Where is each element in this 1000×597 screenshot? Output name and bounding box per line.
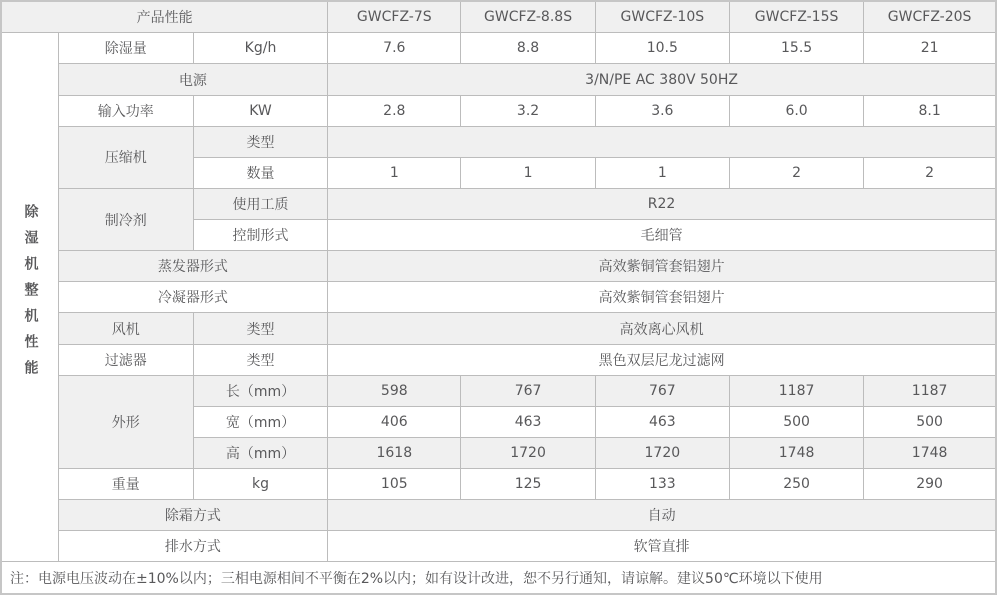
row-label: 除湿量 bbox=[58, 33, 193, 64]
footnote-text: 注：电源电压波动在±10%以内；三相电源相间不平衡在2%以内；如有设计改进，恕不另行通知，请谅解。建议50℃环境以下使用 bbox=[1, 562, 996, 594]
row-label: 蒸发器形式 bbox=[58, 251, 328, 282]
unit-cell: KW bbox=[193, 95, 327, 126]
row-label: 冷凝器形式 bbox=[58, 282, 328, 313]
row-dim-length bbox=[1, 375, 996, 406]
unit-cell: kg bbox=[193, 469, 327, 500]
value-cell: 598 bbox=[328, 375, 461, 406]
sub-label: 宽（mm） bbox=[193, 406, 327, 437]
value-span-cell: 软管直排 bbox=[328, 531, 996, 562]
value-cell: 463 bbox=[461, 406, 595, 437]
model-header: GWCFZ-15S bbox=[729, 1, 863, 33]
value-cell: 767 bbox=[461, 375, 595, 406]
value-span-cell: 高效紫铜管套铝翅片 bbox=[328, 282, 996, 313]
value-cell: 10.5 bbox=[595, 33, 729, 64]
value-span-cell: 高效紫铜管套铝翅片 bbox=[328, 251, 996, 282]
row-compressor-type bbox=[1, 126, 996, 157]
value-span-cell: 3/N/PE AC 380V 50HZ bbox=[328, 64, 996, 95]
value-cell: 1187 bbox=[729, 375, 863, 406]
value-cell: 463 bbox=[595, 406, 729, 437]
row-weight bbox=[1, 469, 996, 500]
row-refrigerant-medium bbox=[1, 188, 996, 219]
value-cell: 500 bbox=[864, 406, 996, 437]
row-dehumid-capacity bbox=[1, 33, 996, 64]
value-cell: 133 bbox=[595, 469, 729, 500]
model-header: GWCFZ-7S bbox=[328, 1, 461, 33]
value-cell: 8.8 bbox=[461, 33, 595, 64]
side-group-label bbox=[1, 33, 58, 562]
value-cell: 406 bbox=[328, 406, 461, 437]
row-fan bbox=[1, 313, 996, 344]
value-cell: 15.5 bbox=[729, 33, 863, 64]
value-cell: 125 bbox=[461, 469, 595, 500]
value-cell: 1618 bbox=[328, 437, 461, 468]
value-cell: 500 bbox=[729, 406, 863, 437]
value-cell: 1748 bbox=[864, 437, 996, 468]
value-cell: 2 bbox=[729, 157, 863, 188]
row-input-power bbox=[1, 95, 996, 126]
value-span-cell bbox=[328, 126, 996, 157]
row-label: 输入功率 bbox=[58, 95, 193, 126]
side-group-label-text: 除湿机整机性能 bbox=[22, 204, 39, 387]
value-cell: 1720 bbox=[461, 437, 595, 468]
row-label-compressor: 压缩机 bbox=[58, 126, 193, 188]
value-cell: 1 bbox=[461, 157, 595, 188]
row-label-refrigerant: 制冷剂 bbox=[58, 188, 193, 250]
row-label-dimensions: 外形 bbox=[58, 375, 193, 468]
row-label: 风机 bbox=[58, 313, 193, 344]
value-cell: 6.0 bbox=[729, 95, 863, 126]
value-cell: 1 bbox=[328, 157, 461, 188]
value-cell: 1748 bbox=[729, 437, 863, 468]
sub-label: 类型 bbox=[193, 126, 327, 157]
model-header: GWCFZ-20S bbox=[864, 1, 996, 33]
value-cell: 3.6 bbox=[595, 95, 729, 126]
sub-label: 类型 bbox=[193, 344, 327, 375]
value-cell: 2 bbox=[864, 157, 996, 188]
row-label: 除霜方式 bbox=[58, 500, 328, 531]
header-row bbox=[1, 1, 996, 33]
value-span-cell: 自动 bbox=[328, 500, 996, 531]
corner-header: 产品性能 bbox=[1, 1, 328, 33]
value-span-cell: 毛细管 bbox=[328, 220, 996, 251]
model-header: GWCFZ-8.8S bbox=[461, 1, 595, 33]
value-cell: 290 bbox=[864, 469, 996, 500]
value-cell: 3.2 bbox=[461, 95, 595, 126]
value-cell: 2.8 bbox=[328, 95, 461, 126]
sub-label: 高（mm） bbox=[193, 437, 327, 468]
row-evaporator bbox=[1, 251, 996, 282]
row-condenser bbox=[1, 282, 996, 313]
value-span-cell: 黑色双层尼龙过滤网 bbox=[328, 344, 996, 375]
row-label: 重量 bbox=[58, 469, 193, 500]
value-cell: 105 bbox=[328, 469, 461, 500]
row-drainage bbox=[1, 531, 996, 562]
row-filter bbox=[1, 344, 996, 375]
sub-label: 控制形式 bbox=[193, 220, 327, 251]
value-cell: 21 bbox=[864, 33, 996, 64]
sub-label: 使用工质 bbox=[193, 188, 327, 219]
row-defrost bbox=[1, 500, 996, 531]
value-span-cell: 高效离心风机 bbox=[328, 313, 996, 344]
sub-label: 类型 bbox=[193, 313, 327, 344]
value-cell: 1720 bbox=[595, 437, 729, 468]
row-label: 电源 bbox=[58, 64, 328, 95]
value-cell: 250 bbox=[729, 469, 863, 500]
row-label: 过滤器 bbox=[58, 344, 193, 375]
sub-label: 长（mm） bbox=[193, 375, 327, 406]
value-cell: 1 bbox=[595, 157, 729, 188]
value-cell: 7.6 bbox=[328, 33, 461, 64]
row-power-supply bbox=[1, 64, 996, 95]
value-cell: 8.1 bbox=[864, 95, 996, 126]
model-header: GWCFZ-10S bbox=[595, 1, 729, 33]
row-label: 排水方式 bbox=[58, 531, 328, 562]
note-row bbox=[1, 562, 996, 594]
unit-cell: Kg/h bbox=[193, 33, 327, 64]
value-cell: 1187 bbox=[864, 375, 996, 406]
value-cell: 767 bbox=[595, 375, 729, 406]
sub-label: 数量 bbox=[193, 157, 327, 188]
value-span-cell: R22 bbox=[328, 188, 996, 219]
